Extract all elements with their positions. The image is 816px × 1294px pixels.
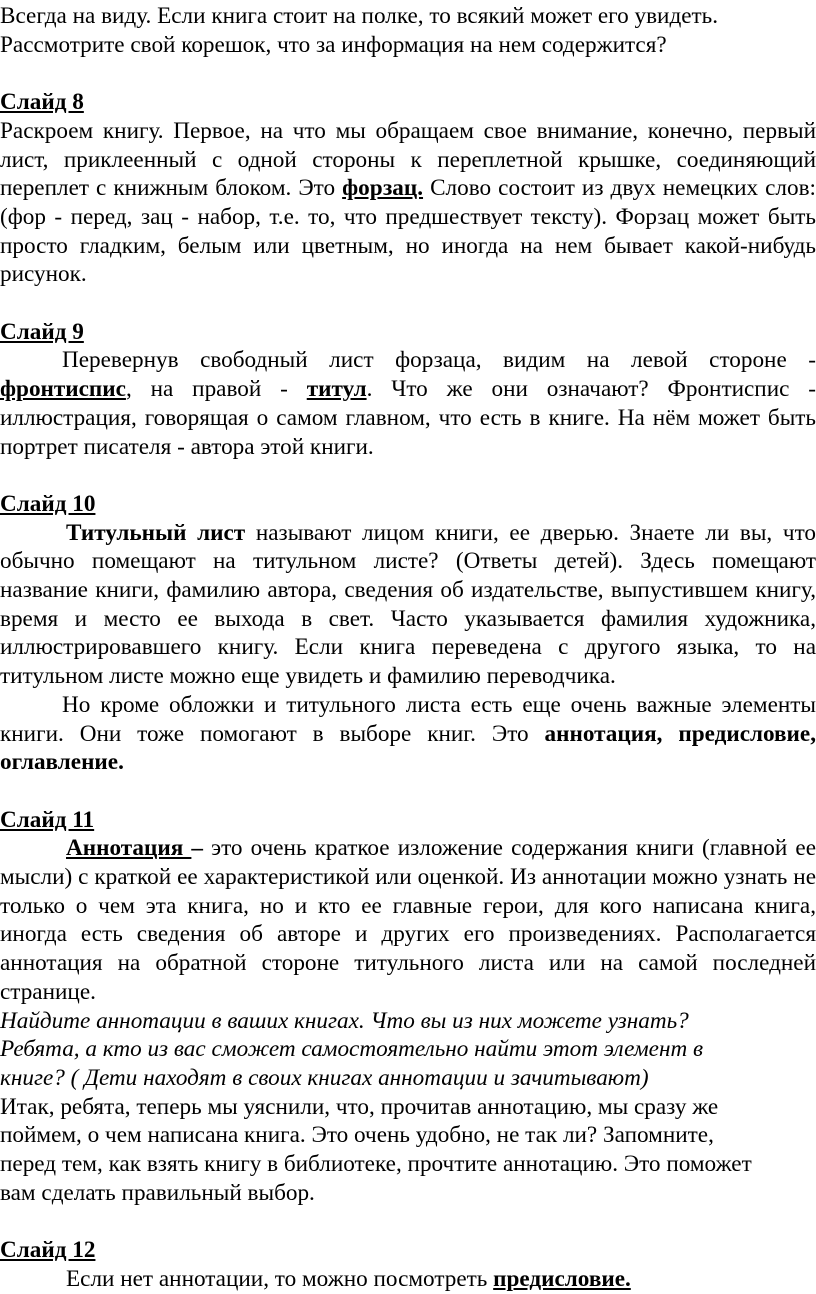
- slide-8-heading: Слайд 8: [0, 89, 84, 116]
- term-forzac: форзац.: [342, 175, 424, 202]
- slide-10-text-2: Но кроме обложки и титульного листа есть еще очень важные элементы книги. Они тоже помогают в выборе книг. Это: [0, 691, 816, 747]
- slide-10-text-1: называют лицом книги, ее дверью. Знаете ли вы, что обычно помещают на титульном листе? (Ответы детей). Здесь помещают название книги, фамилию автора, сведения об издательстве, выпустившем книгу, время и место ее выхода в свет. Часто указывается фамилия художника, иллюстрировавшего книгу. Если книга переведена с другого языка, то на титульном листе можно еще увидеть и фамилию переводчика.: [0, 519, 816, 690]
- intro-line-1: Всегда на виду. Если книга стоит на полке, то всякий может его увидеть.: [0, 3, 719, 29]
- slide-10-paragraph-2: [0, 691, 816, 777]
- slide-8-paragraph: [0, 117, 816, 289]
- slide-11-line-4: вам сделать правильный выбор.: [0, 1179, 315, 1206]
- slide-11-italic-1: Найдите аннотации в ваших книгах. Что вы из них можете узнать?: [0, 1007, 689, 1034]
- slide-11-italic-3: книге? ( Дети находят в своих книгах аннотации и зачитывают): [0, 1064, 649, 1091]
- slide-12-paragraph: [0, 1265, 816, 1294]
- slide-11-line-2: поймем, о чем написана книга. Это очень удобно, не так ли? Запомните,: [0, 1122, 714, 1149]
- slide-8-text-1: Раскроем книгу. Первое, на что мы обращаем свое внимание, конечно, первый лист, приклеенный с одной стороны к переплетной крышке, соединяющий переплет с книжным блоком. Это: [0, 117, 816, 202]
- slide-9-text-1: Перевернув свободный лист форзаца, видим на левой стороне -: [62, 347, 816, 374]
- slide-12-heading: Слайд 12: [0, 1237, 96, 1264]
- terms-list: аннотация, предисловие, оглавление.: [0, 720, 816, 776]
- intro-line-2: Рассмотрите свой корешок, что за информация на нем содержится?: [0, 31, 667, 58]
- slide-11-line-3: перед тем, как взять книгу в библиотеке, прочтите аннотацию. Это поможет: [0, 1151, 752, 1178]
- slide-11-heading: Слайд 11: [0, 806, 95, 833]
- slide-12-text-1: Если нет аннотации, то можно посмотреть: [66, 1265, 494, 1292]
- slide-10-paragraph-1: [0, 519, 816, 691]
- slide-11-paragraph-1: [0, 834, 816, 1006]
- slide-11-line-1: Итак, ребята, теперь мы уяснили, что, прочитав аннотацию, мы сразу же: [0, 1093, 719, 1120]
- slide-11-text-1: это очень краткое изложение содержания книги (главной ее мысли) с краткой ее характеристикой или оценкой. Из аннотации можно узнать не только о чем эта книга, но и кто ее главные герои, для кого написана книга, иногда есть сведения об авторе и других его произведениях. Располагается аннотация на обратной стороне титульного листа или на самой последней странице.: [0, 835, 816, 1005]
- slide-9-text-2: , на правой -: [125, 376, 307, 403]
- slide-9-heading: Слайд 9: [0, 318, 84, 345]
- term-titul: титул: [306, 376, 367, 403]
- term-frontispis: фронтиспис: [0, 376, 126, 403]
- slide-8-text-2: Слово состоит из двух немецких слов: (фор - перед, зац - набор, т.е. то, что предшествует тексту). Форзац может быть просто гладким, белым или цветным, но иногда на нем бывает какой-нибудь рисунок.: [0, 175, 816, 288]
- slide-11-italic-2: Ребята, а кто из вас сможет самостоятельно найти этот элемент в: [0, 1036, 704, 1063]
- term-dash: –: [191, 835, 203, 862]
- document-page: [0, 2, 816, 1294]
- slide-9-paragraph: [0, 346, 816, 461]
- slide-10-heading: Слайд 10: [0, 490, 96, 517]
- slide-9-text-3: . Что же они означают? Фронтиспис - иллюстрация, говорящая о самом главном, что есть в книге. На нём может быть портрет писателя - автора этой книги.: [0, 376, 816, 460]
- term-annotaciya: Аннотация: [66, 835, 192, 862]
- term-titulnyi-list: Титульный лист: [66, 519, 246, 546]
- term-predislovie: предисловие.: [493, 1265, 631, 1292]
